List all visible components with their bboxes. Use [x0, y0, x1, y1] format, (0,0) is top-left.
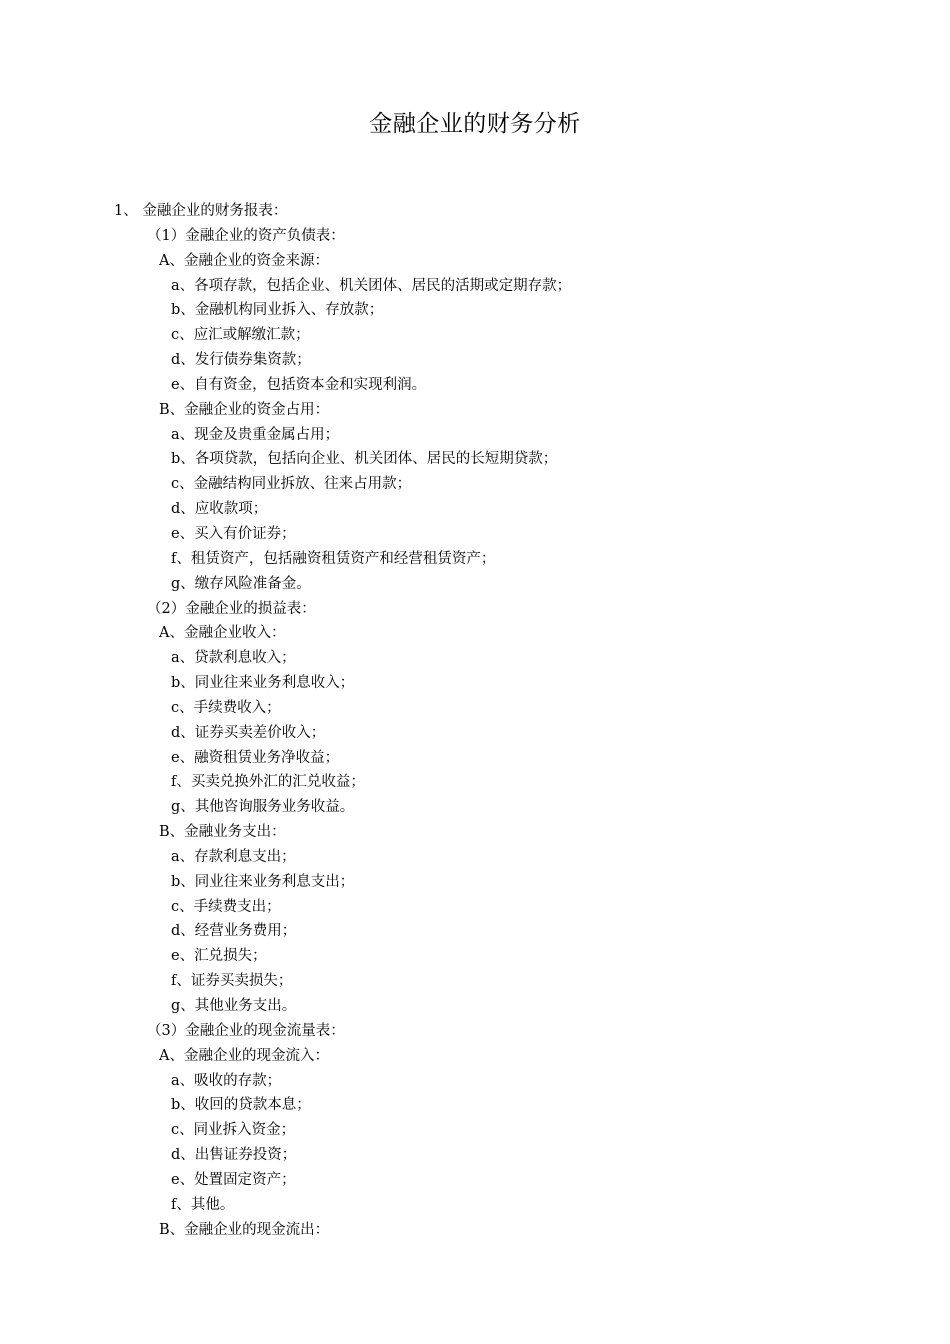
list-item: d、经营业务费用；	[171, 923, 297, 940]
list-item: e、自有资金，包括资本金和实现利润。	[171, 376, 427, 393]
list-item: f、租赁资产，包括融资租赁资产和经营租赁资产；	[171, 550, 496, 567]
category-heading: B、金融企业的资金占用：	[159, 401, 330, 418]
category-heading: A、金融企业收入：	[159, 625, 286, 642]
list-item: b、同业往来业务利息支出；	[171, 873, 355, 890]
list-item: b、各项贷款，包括向企业、机关团体、居民的长短期贷款；	[171, 451, 558, 468]
subsection-heading: （1）金融企业的资产负债表：	[147, 227, 345, 244]
list-item: c、手续费收入；	[171, 699, 281, 716]
document-body	[0, 199, 950, 1242]
list-item: a、贷款利息收入；	[171, 650, 296, 667]
list-item: d、出售证券投资；	[171, 1147, 297, 1164]
list-item: g、其他业务支出。	[171, 998, 297, 1014]
document-title: 金融企业的财务分析	[369, 111, 581, 137]
list-item: a、现金及贵重金属占用；	[171, 426, 340, 443]
list-item: e、融资租赁业务净收益；	[171, 749, 340, 766]
list-item: c、应汇或解缴汇款；	[171, 327, 310, 344]
list-item: a、各项存款，包括企业、机关团体、居民的活期或定期存款；	[171, 277, 572, 294]
list-item: g、缴存风险准备金。	[171, 575, 311, 592]
category-heading: A、金融企业的现金流入：	[159, 1047, 329, 1064]
category-heading: B、金融企业的现金流出：	[159, 1221, 330, 1238]
list-item: d、证券买卖差价收入；	[171, 724, 326, 741]
list-item: d、应收款项；	[171, 501, 268, 518]
subsection-heading: （3）金融企业的现金流量表：	[147, 1022, 345, 1039]
list-item: c、金融结构同业拆放、往来占用款；	[171, 476, 412, 493]
list-item: c、同业拆入资金；	[171, 1122, 296, 1139]
list-item: d、发行债券集资款；	[171, 352, 311, 369]
list-item: e、买入有价证券；	[171, 525, 296, 542]
category-heading: B、金融业务支出：	[159, 824, 286, 841]
list-item: c、手续费支出；	[171, 898, 281, 915]
subsection-heading: （2）金融企业的损益表：	[147, 600, 316, 617]
list-item: f、证券买卖损失；	[171, 973, 293, 990]
category-heading: A、金融企业的资金来源：	[159, 252, 329, 269]
section-heading: 1、 金融企业的财务报表：	[114, 203, 288, 219]
list-item: f、买卖兑换外汇的汇兑收益；	[171, 774, 365, 791]
list-item: e、处置固定资产；	[171, 1171, 296, 1188]
list-item: b、同业往来业务利息收入；	[171, 675, 355, 692]
list-item: a、吸收的存款；	[171, 1072, 282, 1089]
list-item: b、金融机构同业拆入、存放款；	[171, 302, 384, 319]
list-item: b、收回的贷款本息；	[171, 1097, 311, 1114]
list-item: g、其他咨询服务业务收益。	[171, 799, 355, 816]
list-item: e、汇兑损失；	[171, 948, 267, 965]
list-item: a、存款利息支出；	[171, 848, 296, 865]
list-item: f、其他。	[171, 1196, 235, 1213]
